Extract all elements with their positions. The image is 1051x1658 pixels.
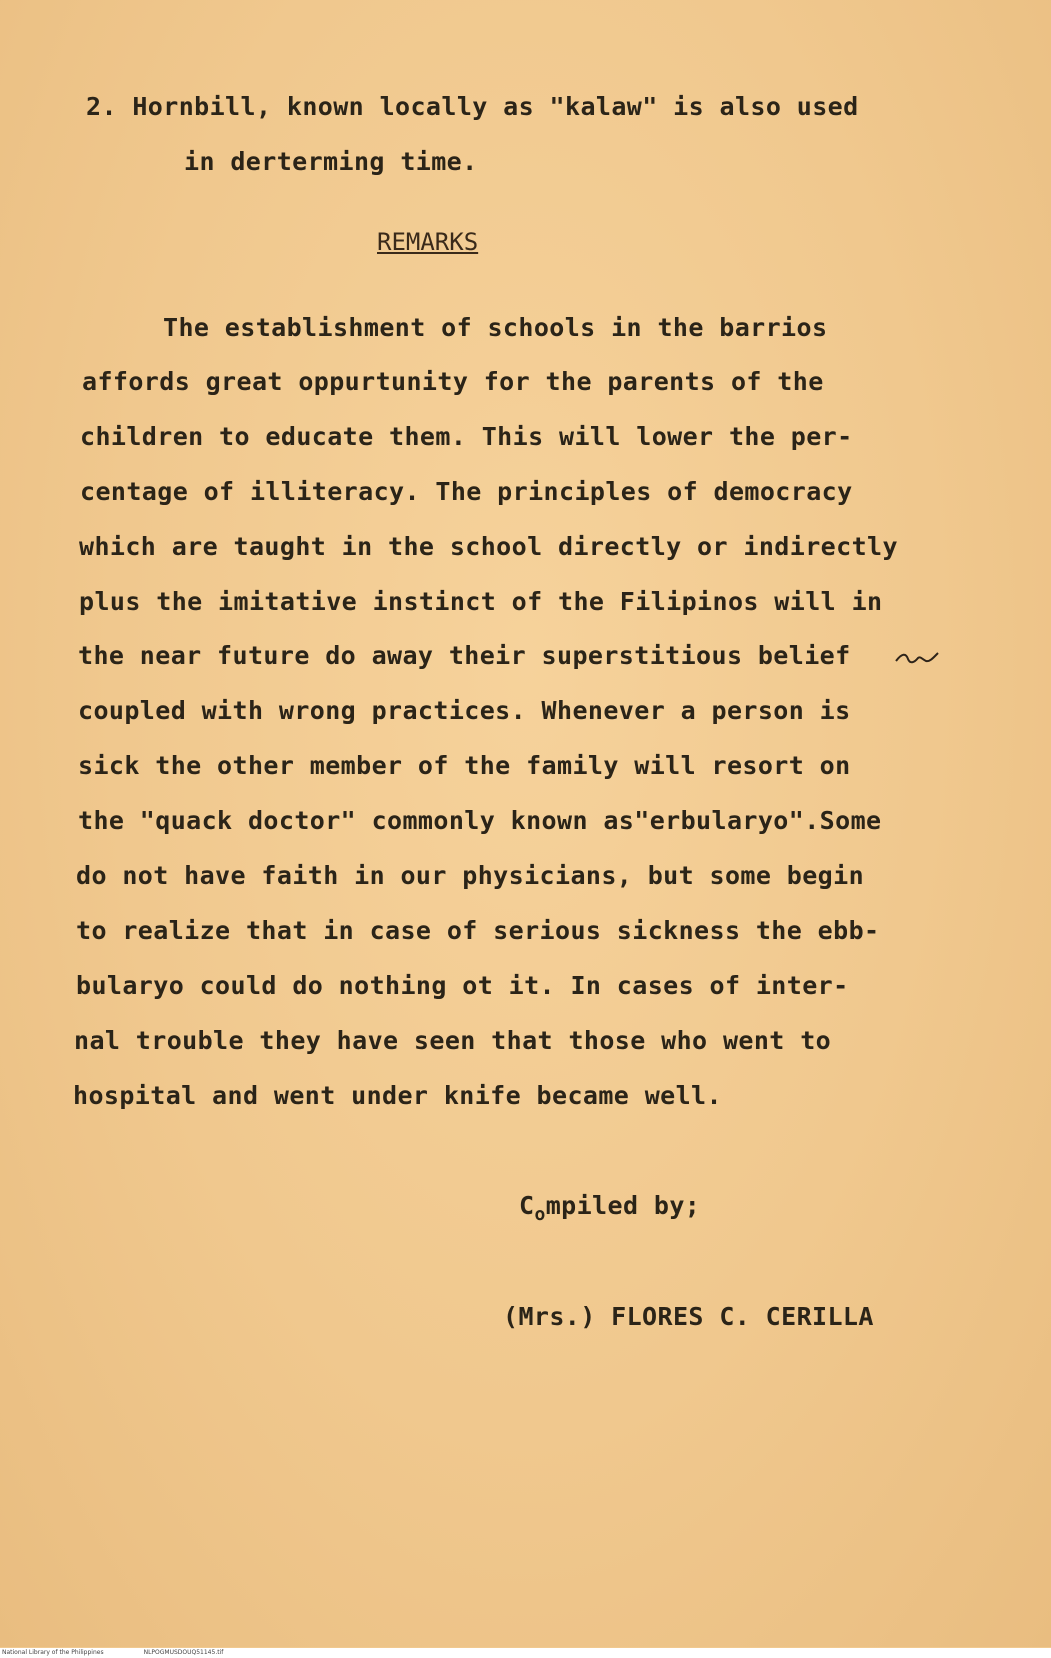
paragraph-line: nal trouble they have seen that those who went to [74, 1026, 832, 1055]
paragraph-line: the near future do away their superstitious belief [78, 641, 851, 670]
paragraph-line: do not have faith in our physicians, but some begin [76, 861, 865, 890]
scan-footer [0, 1648, 1051, 1658]
footer-filename: NLPOGMUSDOUQ51145.tif [143, 1649, 224, 1656]
paragraph-line: the "quack doctor" commonly known as"erbularyo".Some [78, 806, 882, 835]
paragraph-line: sick the other member of the family will resort on [78, 751, 851, 780]
compiled-by-label: $C_ompiled$ by; [519, 1191, 701, 1225]
paragraph-line: hospital and went under knife became well. [73, 1081, 722, 1110]
paragraph-line: The establishment of schools in the barrios [163, 313, 828, 342]
paragraph-line: to realize that in case of serious sickness the ebb- [76, 916, 880, 945]
item2-line1: 2. Hornbill, known locally as "kalaw" is also used [86, 92, 859, 121]
paragraph-line: coupled with wrong practices. Whenever a person is [78, 696, 851, 725]
handwritten-correction-mark [894, 650, 940, 666]
item2-line2: in derterming time. [184, 147, 478, 176]
compiler-name: (Mrs.) FLORES C. CERILLA [503, 1302, 874, 1331]
paragraph-line: affords great oppurtunity for the parents of the [82, 367, 824, 396]
paragraph-line: children to educate them. This will lower the per- [80, 422, 853, 451]
paragraph-line: bularyo could do nothing ot it. In cases of inter- [76, 971, 849, 1000]
paragraph-line: plus the imitative instinct of the Filipinos will in [79, 587, 883, 616]
footer-institution: National Library of the Philippines [2, 1649, 104, 1656]
paragraph-line: which are taught in the school directly or indirectly [79, 532, 898, 561]
remarks-heading: REMARKS [377, 228, 479, 256]
paragraph-line: centage of illiteracy. The principles of democracy [80, 477, 853, 506]
